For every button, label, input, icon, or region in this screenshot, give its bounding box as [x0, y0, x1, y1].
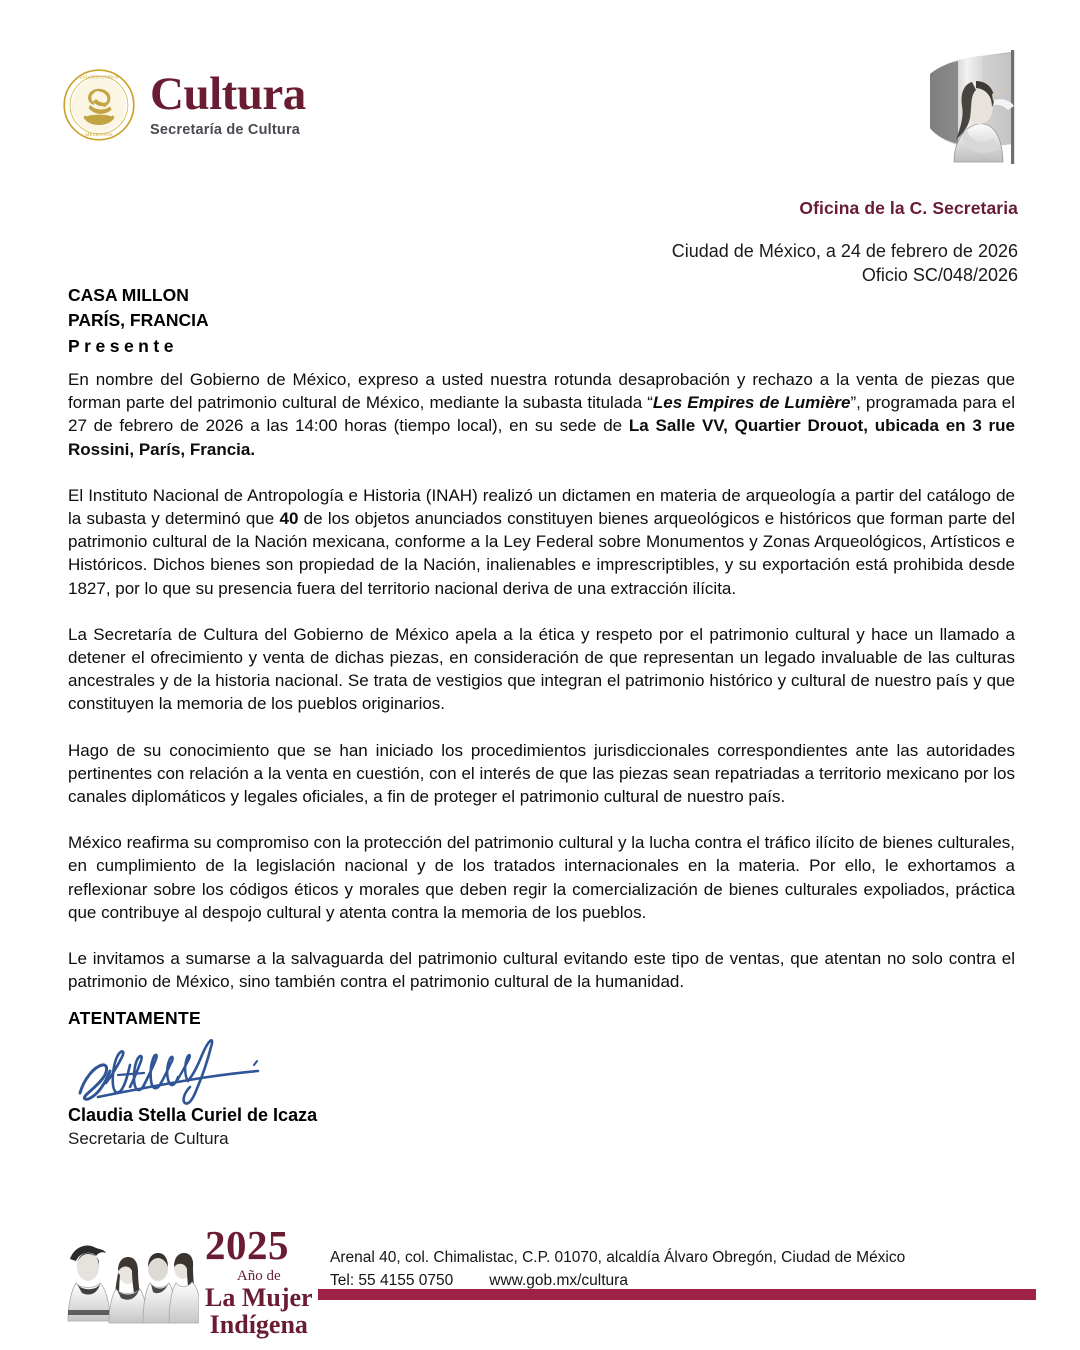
brand-text: [150, 68, 306, 138]
year-campaign-lockup: [66, 1221, 313, 1342]
office-label: Oficina de la C. Secretaria: [799, 198, 1018, 218]
campaign-line-1: La Mujer: [205, 1282, 313, 1312]
four-indigenous-women-illustration-icon: [66, 1237, 199, 1342]
signer-role: Secretaria de Cultura: [68, 1129, 229, 1148]
addressee-line-1: CASA MILLON: [68, 285, 189, 305]
footer-phone: Tel: 55 4155 0750: [330, 1271, 454, 1289]
footer-year: 2025: [205, 1221, 289, 1268]
oficio-number: Oficio SC/048/2026: [861, 264, 1018, 285]
body-paragraph-4: Hago de su conocimiento que se han iniciado los procedimientos jurisdiccionales correspondientes ante las autoridades pertinentes con relación a la venta en cuestión, con el interés de que las piezas sean repatriadas a territorio mexicano por los canales diplomáticos y legales oficiales, a fin de proteger el patrimonio cultural de nuestro país.: [68, 740, 1015, 807]
p1-text-a: En nombre del Gobierno de México, expreso a usted nuestra rotunda desaprobación y rechazo a la venta de piezas que forman parte del patrimonio cultural de México, mediante la subasta titulada “: [68, 370, 1015, 413]
object-count: 40: [279, 509, 299, 529]
year-lockup-text: [205, 1221, 313, 1342]
footer-year-label: Año de: [236, 1267, 281, 1284]
auction-title: Les Empires de Lumière: [652, 393, 851, 413]
campaign-line-2: Indígena: [209, 1309, 308, 1339]
p2-text-a: El Instituto Nacional de Antropología e Historia (INAH) realizó un dictamen en materia de arqueología a partir del catálogo de la subasta y determinó que: [68, 485, 1015, 529]
signature-block: [68, 1008, 588, 1149]
addressee-line-2: PARÍS, FRANCIA: [68, 310, 209, 331]
svg-text:ESTADOS UNIDOS: ESTADOS UNIDOS: [79, 74, 119, 80]
page-footer: [0, 1210, 1080, 1350]
place-date: Ciudad de México, a 24 de febrero de 2026: [671, 241, 1018, 261]
woman-with-mexican-flag-illustration-icon: [908, 48, 1038, 168]
body-paragraph-2: [68, 484, 1015, 600]
date-block: [672, 240, 1018, 288]
letterhead-header: [0, 0, 1080, 185]
letter-body: [68, 368, 1015, 993]
auction-venue: La Salle VV, Quartier Drouot, ubicada en 3 rue Rossini, París, Francia.: [68, 416, 1015, 459]
body-paragraph-5: México reafirma su compromiso con la protección del patrimonio cultural y la lucha contra el tráfico ilícito de bienes culturales, en cumplimiento de la legislación nacional y de los tratados internacionales en la materia. Por ello, le exhortamos a reflexionar sobre los códigos éticos y morales que deben regir la comercialización de bienes culturales expoliados, práctica que contribuye al despojo cultural y atenta contra la memoria de los pueblos.: [68, 833, 1015, 922]
closing-salutation: ATENTAMENTE: [68, 1008, 201, 1028]
footer-address: Arenal 40, col. Chimalistac, C.P. 01070, alcaldía Álvaro Obregón, Ciudad de México: [330, 1249, 906, 1267]
p1-text-b: ”, programada para el 27 de febrero de 2026 a las 14:00 horas (tiempo local), en su sede de: [68, 393, 1015, 436]
body-paragraph-3: La Secretaría de Cultura del Gobierno de México apela a la ética y respeto por el patrimonio cultural y hace un llamado a detener el ofrecimiento y venta de dichas piezas, en consideración de que representan un legado invaluable de las culturas ancestrales y de la historia nacional. Se trata de vestigios que integran el patrimonio histórico y cultural de nuestro país y que constituyen la memoria de los pueblos originarios.: [68, 624, 1015, 714]
addressee-block: [68, 283, 209, 359]
cultura-brand-lockup: [62, 68, 306, 142]
mexican-coat-of-arms-seal-icon: [62, 68, 136, 142]
svg-text:MEXICANOS: MEXICANOS: [85, 132, 113, 138]
signer-name: Claudia Stella Curiel de Icaza: [68, 1105, 318, 1125]
handwritten-signature-icon: [68, 1035, 298, 1107]
footer-divider-bar: [318, 1289, 1036, 1300]
footer-contact: [330, 1247, 905, 1292]
brand-title: Cultura: [150, 68, 306, 121]
p2-text-b: de los objetos anunciados constituyen bienes arqueológicos e históricos que forman parte del patrimonio cultural de la Nación mexicana, conforme a la Ley Federal sobre Monumentos y Zonas Arqueológicos, Artísticos e Históricos. Dichos bienes son propiedad de la Nación, inalienables e imprescriptibles, y su exportación está prohibida desde 1827, por lo que su presencia fuera del territorio nacional deriva de una extracción ilícita.: [68, 509, 1015, 598]
footer-website[interactable]: www.gob.mx/cultura: [489, 1271, 628, 1289]
addressee-line-3: Presente: [68, 335, 178, 356]
brand-subtitle: Secretaría de Cultura: [150, 121, 301, 138]
body-paragraph-6: Le invitamos a sumarse a la salvaguarda del patrimonio cultural evitando este tipo de ventas, que atentan no solo contra el patrimonio de México, sino también contra el patrimonio cultural de la humanidad.: [68, 949, 1015, 992]
body-paragraph-1: [68, 368, 1015, 461]
